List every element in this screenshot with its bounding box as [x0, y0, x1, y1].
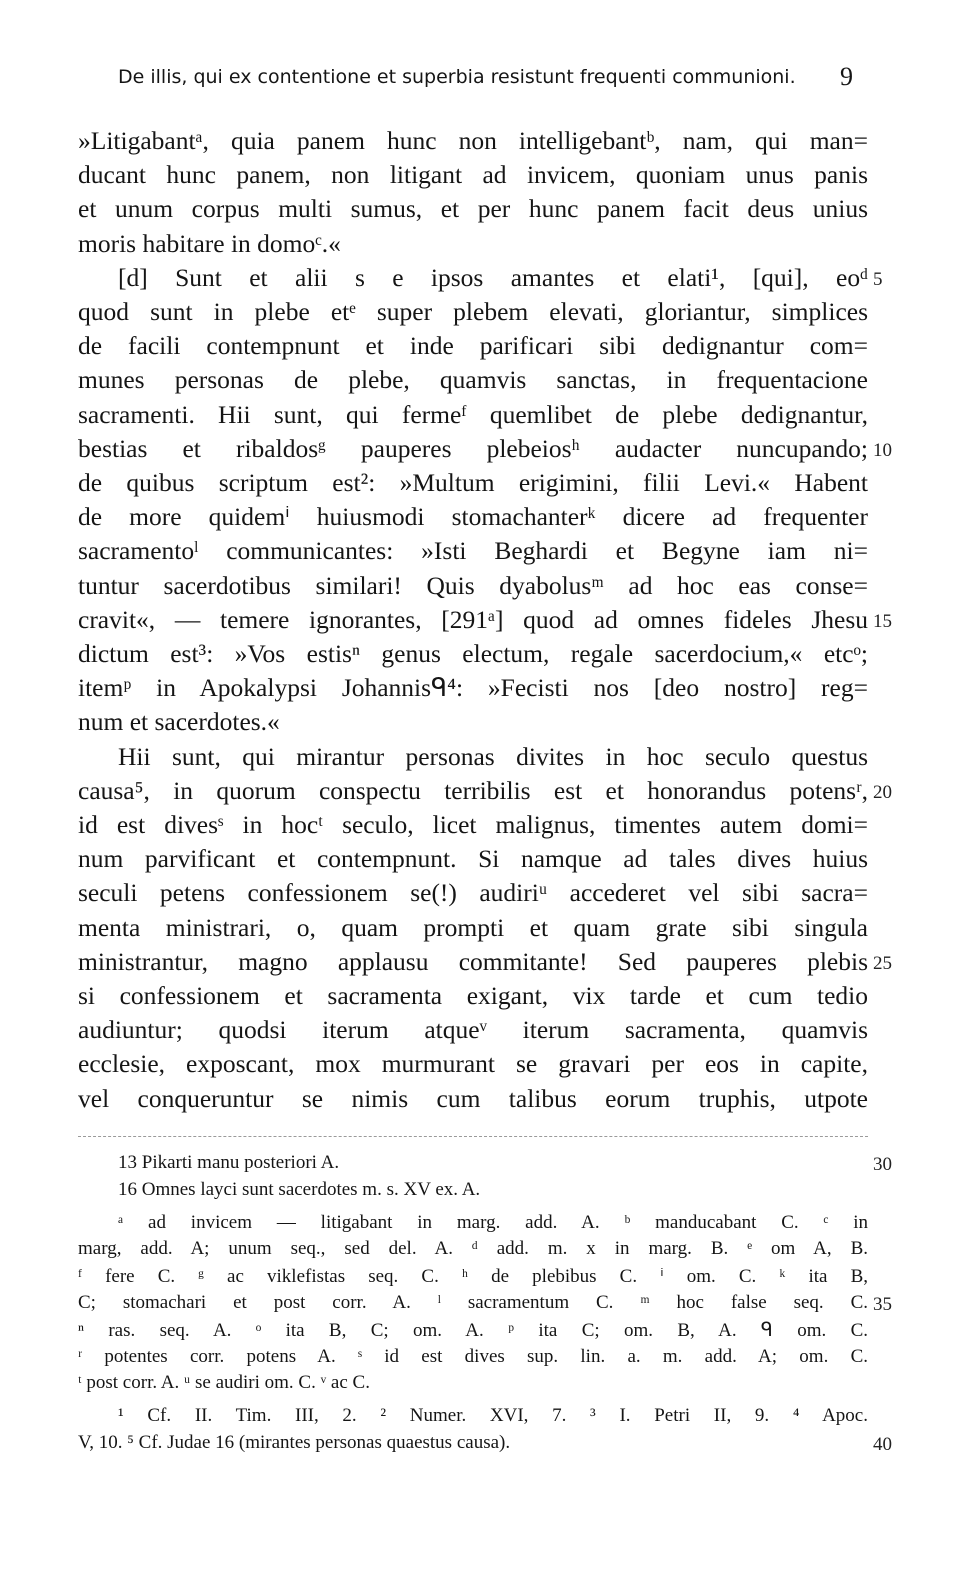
margin-line-number: 15 [873, 610, 892, 632]
text-line: tuntur sacerdotibus similari! Quis dyabolusᵐ ad hoc eas conse= [78, 570, 868, 600]
note-line: ⁿ ras. seq. A. ᵒ ita B, C; om. A. ᵖ ita C; om. B, A. ᑫ om. C. [78, 1319, 868, 1341]
text-line: id est divesˢ in hocᵗ seculo, licet malignus, timentes autem domi= [78, 810, 868, 839]
text-line: audiuntur; quodsi iterum atqueᵛ iterum sacramenta, quamvis [78, 1015, 868, 1045]
margin-line-number: 25 [873, 952, 892, 974]
text-line: sacramenti. Hii sunt, qui fermeᶠ quemlibet de plebe dedignantur, [78, 399, 868, 429]
note-line: V, 10. ⁵ Cf. Judae 16 (mirantes personas quaestus causa). [78, 1432, 511, 1453]
note-line: ᵃ ad invicem — litigabant in marg. add. A. ᵇ manducabant C. ᶜ in [118, 1211, 868, 1233]
text-line: seculi petens confessionem se(!) audiriᵘ accederet vel sibi sacra= [78, 878, 868, 908]
text-line: quod sunt in plebe etᵉ super plebem elevati, gloriantur, simplices [78, 297, 868, 326]
text-line: [d] Sunt et alii s e ipsos amantes et elati¹, [qui], eoᵈ [118, 262, 868, 292]
note-line: ᵗ post corr. A. ᵘ se audiri om. C. ᵛ ac C. [78, 1372, 370, 1394]
text-line: de quibus scriptum est²: »Multum erigimini, filii Levi.« Habent [78, 468, 868, 497]
margin-line-number: 10 [873, 439, 892, 461]
note-line: 13 Pikarti manu posteriori A. [118, 1152, 340, 1173]
text-line: bestias et ribaldosᵍ pauperes plebeiosʰ audacter nuncupando; [78, 433, 868, 463]
text-line: munes personas de plebe, quamvis sanctas, in frequentacione [78, 365, 868, 395]
note-line: marg, add. A; unum seq., sed del. A. ᵈ add. m. x in marg. B. ᵉ om A, B. [78, 1238, 868, 1260]
text-line: sacramentoˡ communicantes: »Isti Beghardi et Begyne iam ni= [78, 536, 868, 566]
text-line: itemᵖ in Apokalypsi Johannisᑫ⁴: »Fecisti nos [deo nostro] reg= [78, 673, 868, 703]
text-line: cravit«, — temere ignorantes, [291ᵃ] quod ad omnes fideles Jhesu [78, 604, 868, 634]
text-line: de facili contempnunt et inde parificari sibi dedignantur com= [78, 331, 868, 361]
note-line: 16 Omnes layci sunt sacerdotes m. s. XV ex. A. [118, 1178, 481, 1200]
note-line: C; stomachari et post corr. A. ˡ sacramentum C. ᵐ hoc false seq. C. [78, 1292, 868, 1313]
text-line: dictum est³: »Vos estisⁿ genus electum, regale sacerdocium,« etcᵒ; [78, 639, 868, 668]
page-number: 9 [840, 62, 853, 91]
text-line: ministrantur, magno applausu commitante! Sed pauperes plebis [78, 946, 868, 976]
text-line: si confessionem et sacramenta exigant, vix tarde et cum tedio [78, 981, 868, 1010]
text-line: num parvificant et contempnunt. Si namque ad tales dives huius [78, 844, 868, 874]
text-line: menta ministrari, o, quam prompti et quam grate sibi singula [78, 912, 868, 942]
text-line: ducant hunc panem, non litigant ad invicem, quoniam unus panis [78, 160, 868, 190]
text-line: de more quidemⁱ huiusmodi stomachanterᵏ dicere ad frequenter [78, 502, 868, 532]
note-line-number: 35 [873, 1294, 892, 1315]
note-line: ᶠ fere C. ᵍ ac viklefistas seq. C. ʰ de plebibus C. ⁱ om. C. ᵏ ita B, [78, 1266, 868, 1288]
text-line: »Litigabantᵃ, quia panem hunc non intelligebantᵇ, nam, qui man= [78, 126, 868, 155]
text-line: moris habitare in domoᶜ.« [78, 228, 341, 258]
note-line: ʳ potentes corr. potens A. ˢ id est dives sup. lin. a. m. add. A; om. C. [78, 1345, 868, 1367]
footnote-separator [78, 1136, 868, 1137]
running-title: De illis, qui ex contentione et superbia resistunt frequenti communioni. [118, 66, 796, 88]
text-line: et unum corpus multi sumus, et per hunc panem facit deus unius [78, 194, 868, 224]
note-line: ¹ Cf. II. Tim. III, 2. ² Numer. XVI, 7. ³ I. Petri II, 9. ⁴ Apoc. [118, 1405, 868, 1427]
running-header [118, 62, 878, 96]
text-line: Hii sunt, qui mirantur personas divites in hoc seculo questus [118, 741, 868, 771]
text-line: ecclesie, exposcant, mox murmurant se gravari per eos in capite, [78, 1049, 868, 1079]
note-line-number: 40 [873, 1434, 892, 1455]
note-line-number: 30 [873, 1154, 892, 1175]
text-line: vel conqueruntur se nimis cum talibus eorum truphis, utpote [78, 1083, 868, 1113]
margin-line-number: 5 [873, 268, 883, 290]
margin-line-number: 20 [873, 781, 892, 803]
text-line: num et sacerdotes.« [78, 707, 280, 737]
text-line: causa⁵, in quorum conspectu terribilis est et honorandus potensʳ, [78, 775, 868, 805]
